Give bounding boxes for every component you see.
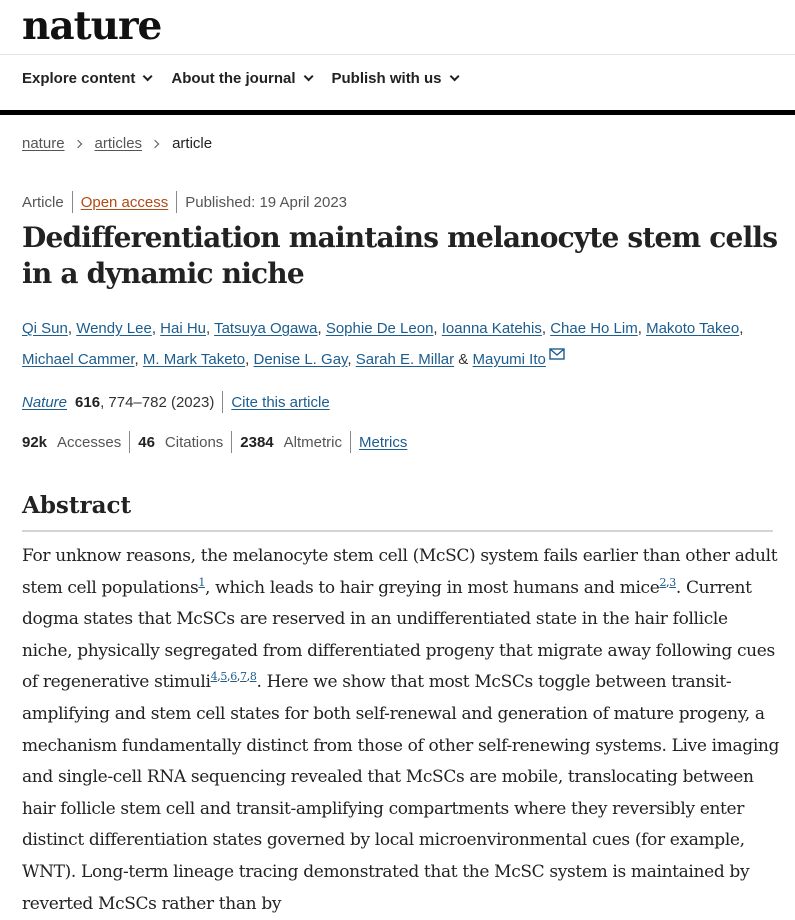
header-divider xyxy=(0,54,795,55)
divider xyxy=(222,391,223,413)
reference-link[interactable]: 4 xyxy=(210,670,218,684)
nav-about-journal[interactable] xyxy=(171,70,309,87)
breadcrumb xyxy=(22,135,212,152)
metrics-link[interactable]: Metrics xyxy=(359,433,408,451)
reference-group: 2,3 xyxy=(659,575,676,589)
author-link[interactable]: Denise L. Gay xyxy=(253,351,348,368)
author-list: Qi Sun, Wendy Lee, Hai Hu, Tatsuya Ogawa, Sophie De Leon, Ioanna Katehis, Chae Ho Lim, Makoto Takeo, Michael Cammer, M. Mark Taketo, Denise L. Gay, Sarah E. Millar & Mayumi Ito xyxy=(22,320,744,368)
author-link[interactable]: Makoto Takeo xyxy=(646,320,740,337)
journal-link[interactable]: Nature xyxy=(22,393,68,411)
author-link[interactable]: Chae Ho Lim xyxy=(550,320,638,337)
header-rule xyxy=(0,110,795,115)
abstract-heading: Abstract xyxy=(22,492,132,519)
divider xyxy=(129,431,130,453)
breadcrumb-current: article xyxy=(172,135,213,152)
author-link[interactable]: Qi Sun xyxy=(22,320,68,337)
nav-label: Publish with us xyxy=(331,70,442,87)
author-link[interactable]: Wendy Lee xyxy=(76,320,152,337)
reference-link[interactable]: 6 xyxy=(230,670,237,684)
author-link[interactable]: Tatsuya Ogawa xyxy=(214,320,318,337)
accesses-label: Accesses xyxy=(57,433,122,451)
reference-link[interactable]: 1 xyxy=(198,575,206,589)
abstract-rule xyxy=(22,530,773,532)
reference-group: 4,5,6,7,8 xyxy=(210,670,257,684)
article-meta xyxy=(22,191,347,213)
chevron-down-icon xyxy=(449,71,459,81)
abstract-body: For unknow reasons, the melanocyte stem cell (McSC) system fails earlier than other adult stem cell populations$^1$, which leads to hair greying in most humans and mice$^{2,3}$. Current dogma states that McSCs are reserved in an undifferentiated state in the hair follicle niche, physically segregated from differentiated progeny that migrate away following cues of regenerative stimuli$^{4,5,6,7,8}$. Here we show that most McSCs toggle between transit-amplifying and stem cell states for both self-renewal and generation of mature progeny, a mechanism fundamentally distinct from those of other self-renewing systems. Live imaging and single-cell RNA sequencing revealed that McSCs are mobile, translocating between hair follicle stem cell and transit-amplifying compartments where they reversibly enter distinct differentiation states governed by local microenvironmental cues (for example, WNT). Long-term lineage tracing demonstrated that the McSC system is maintained by reverted McSCs rather than by xyxy=(22,546,780,914)
author-link[interactable]: Sophie De Leon xyxy=(325,320,434,337)
author-link[interactable]: Sarah E. Millar xyxy=(355,351,455,368)
author-link[interactable]: Ioanna Katehis xyxy=(441,320,542,337)
reference-link[interactable]: 3 xyxy=(669,575,676,589)
reference-link[interactable]: 5 xyxy=(220,670,228,684)
author-link[interactable]: Hai Hu xyxy=(160,320,207,337)
divider xyxy=(350,431,351,453)
breadcrumb-articles[interactable]: articles xyxy=(94,135,143,152)
breadcrumb-nature[interactable]: nature xyxy=(22,135,65,152)
accesses-count: 92k xyxy=(22,433,48,451)
citations-label: Citations xyxy=(164,433,224,451)
author-link[interactable]: M. Mark Taketo xyxy=(142,351,246,368)
envelope-icon[interactable] xyxy=(549,348,565,360)
author-link[interactable]: Michael Cammer xyxy=(22,351,135,368)
nature-logo[interactable]: nature xyxy=(22,3,162,49)
cite-this-article-link[interactable]: Cite this article xyxy=(231,393,330,411)
altmetric-score: 2384 xyxy=(240,433,274,451)
chevron-down-icon xyxy=(303,71,313,81)
citations-count: 46 xyxy=(138,433,155,451)
reference-link[interactable]: 8 xyxy=(249,670,257,684)
open-access-link[interactable]: Open access xyxy=(80,193,169,211)
divider xyxy=(231,431,232,453)
volume: 616 xyxy=(75,393,101,411)
altmetric-label: Altmetric xyxy=(283,433,342,451)
author-link[interactable]: Mayumi Ito xyxy=(472,351,546,368)
nav-publish-with-us[interactable] xyxy=(332,70,456,87)
article-type: Article xyxy=(22,193,64,211)
divider xyxy=(176,191,177,213)
metrics-line xyxy=(22,431,407,453)
nav-explore-content[interactable] xyxy=(22,70,149,87)
chevron-right-icon xyxy=(73,139,81,147)
reference-link[interactable]: 7 xyxy=(240,670,247,684)
pages-year: , 774–782 (2023) xyxy=(100,393,215,411)
citation-line xyxy=(22,391,330,413)
nav-label: About the journal xyxy=(171,70,296,87)
reference-link[interactable]: 2 xyxy=(659,575,667,589)
published-date: Published: 19 April 2023 xyxy=(185,193,348,211)
main-nav xyxy=(22,70,478,87)
chevron-down-icon xyxy=(143,71,153,81)
divider xyxy=(72,191,73,213)
chevron-right-icon xyxy=(151,139,159,147)
site-header xyxy=(0,0,795,115)
article-title: Dedifferentiation maintains melanocyte stem cells in a dynamic niche xyxy=(22,221,778,290)
reference-group xyxy=(198,576,205,589)
nav-label: Explore content xyxy=(22,70,136,87)
